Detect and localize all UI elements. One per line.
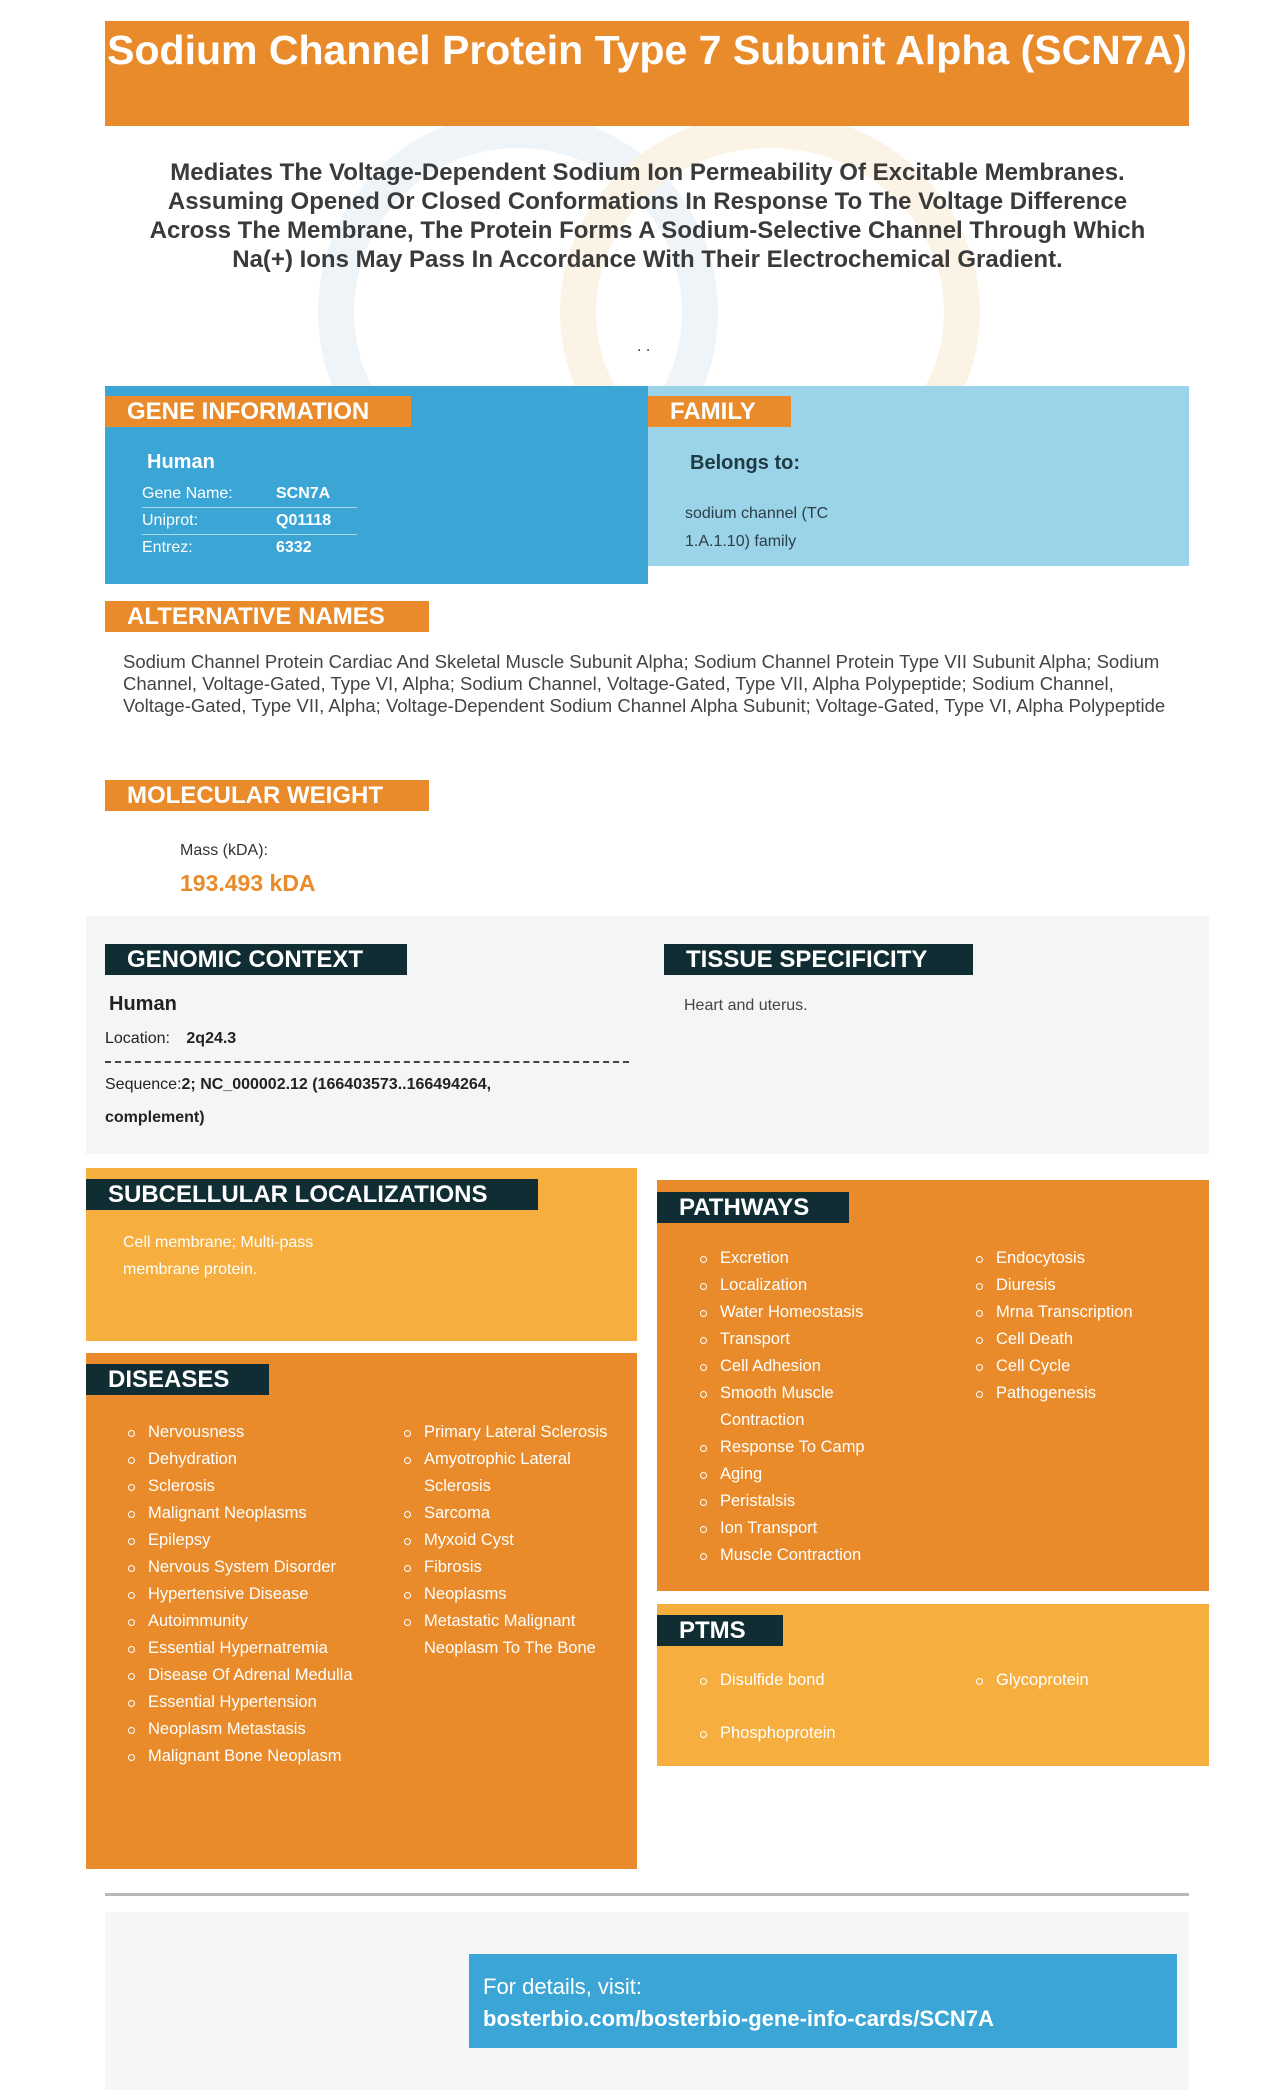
ptms-list-col2 xyxy=(976,1667,1176,1720)
mass-value: 193.493 kDA xyxy=(180,870,316,896)
ptms-heading: PTMS xyxy=(657,1615,783,1646)
details-url[interactable]: bosterbio.com/bosterbio-gene-info-cards/SCN7A xyxy=(483,2006,994,2031)
genomic-species: Human xyxy=(109,993,177,1015)
entrez-row xyxy=(142,535,357,562)
disease-item: Metastatic Malignant Neoplasm To The Bone xyxy=(404,1608,629,1662)
pathway-item: Ion Transport xyxy=(700,1515,900,1542)
molecular-weight-heading: MOLECULAR WEIGHT xyxy=(105,780,429,811)
disease-item: Neoplasms xyxy=(404,1581,629,1608)
disease-item: Dehydration xyxy=(128,1446,358,1473)
disease-item: Nervous System Disorder xyxy=(128,1554,358,1581)
disease-item: Sclerosis xyxy=(128,1473,358,1500)
belongs-to-label: Belongs to: xyxy=(690,452,800,474)
family-text: sodium channel (TC 1.A.1.10) family xyxy=(685,505,829,550)
disease-item: Essential Hypertension xyxy=(128,1689,358,1716)
disease-item: Nervousness xyxy=(128,1419,358,1446)
mass-label: Mass (kDA): xyxy=(180,842,268,859)
pathways-list-col1 xyxy=(700,1245,900,1569)
sequence-value: 2; NC_000002.12 (166403573..166494264, complement) xyxy=(105,1076,492,1126)
disease-item: Essential Hypernatremia xyxy=(128,1635,358,1662)
sequence-row xyxy=(105,1068,535,1134)
tissue-specificity-text: Heart and uterus. xyxy=(684,997,808,1014)
gene-name-row xyxy=(142,481,357,508)
sequence-label: Sequence: xyxy=(105,1076,182,1093)
pathway-item: Cell Cycle xyxy=(976,1353,1176,1380)
pathway-item: Excretion xyxy=(700,1245,900,1272)
disease-item: Neoplasm Metastasis xyxy=(128,1716,358,1743)
pathway-item: Pathogenesis xyxy=(976,1380,1176,1407)
alternative-names-text: Sodium Channel Protein Cardiac And Skeletal Muscle Subunit Alpha; Sodium Channel Protein Type VII Subunit Alpha; Sodium Channel, Voltage-Gated, Type VI, Alpha; Sodium Channel, Voltage-Gated, Type VII, Alpha Polypeptide; Sodium Channel, Voltage-Gated, Type VII, Alpha; Voltage-Dependent Sodium Channel Alpha Subunit; Voltage-Gated, Type VI, Alpha Polypeptide xyxy=(123,651,1166,716)
entrez-label: Entrez: xyxy=(142,539,193,556)
gene-name-label: Gene Name: xyxy=(142,485,233,502)
disease-item: Sarcoma xyxy=(404,1500,629,1527)
gene-species: Human xyxy=(147,451,215,473)
diseases-list-col2 xyxy=(404,1419,629,1662)
disease-item: Epilepsy xyxy=(128,1527,358,1554)
disease-item: Disease Of Adrenal Medulla xyxy=(128,1662,358,1689)
pathway-item: Diuresis xyxy=(976,1272,1176,1299)
pathway-item: Cell Death xyxy=(976,1326,1176,1353)
disease-item: Malignant Bone Neoplasm xyxy=(128,1743,358,1770)
details-prompt: For details, visit: xyxy=(483,1974,642,1999)
pathway-item: Response To Camp xyxy=(700,1434,900,1461)
uniprot-row xyxy=(142,508,357,535)
ptms-list-col1 xyxy=(700,1667,900,1773)
alternative-names-heading: ALTERNATIVE NAMES xyxy=(105,601,429,632)
disease-item: Amyotrophic Lateral Sclerosis xyxy=(404,1446,629,1500)
pathway-item: Aging xyxy=(700,1461,900,1488)
pathway-item: Peristalsis xyxy=(700,1488,900,1515)
subcellular-text: Cell membrane; Multi-pass membrane protein. xyxy=(123,1234,314,1278)
diseases-list-col1 xyxy=(128,1419,358,1770)
pathway-item: Water Homeostasis xyxy=(700,1299,900,1326)
footer-divider xyxy=(105,1893,1189,1896)
disease-item: Hypertensive Disease xyxy=(128,1581,358,1608)
disease-item: Autoimmunity xyxy=(128,1608,358,1635)
pathway-item: Localization xyxy=(700,1272,900,1299)
subcellular-heading: SUBCELLULAR LOCALIZATIONS xyxy=(86,1179,538,1210)
pathway-item: Cell Adhesion xyxy=(700,1353,900,1380)
details-link-box[interactable] xyxy=(469,1954,1177,2048)
tissue-specificity-heading: TISSUE SPECIFICITY xyxy=(664,944,973,975)
pathway-item: Muscle Contraction xyxy=(700,1542,900,1569)
family-heading: FAMILY xyxy=(648,396,791,427)
gene-information-heading: GENE INFORMATION xyxy=(105,396,411,427)
gene-name-value: SCN7A xyxy=(276,485,331,502)
ptm-item: Glycoprotein xyxy=(976,1667,1176,1694)
pathway-item: Transport xyxy=(700,1326,900,1353)
disease-item: Myxoid Cyst xyxy=(404,1527,629,1554)
diseases-heading: DISEASES xyxy=(86,1364,269,1395)
genomic-divider xyxy=(105,1061,629,1063)
ptm-item: Phosphoprotein xyxy=(700,1720,900,1747)
page-title: Sodium Channel Protein Type 7 Subunit Alpha (SCN7A) xyxy=(105,21,1189,126)
disease-item: Primary Lateral Sclerosis xyxy=(404,1419,629,1446)
pathway-item: Smooth Muscle Contraction xyxy=(700,1380,900,1434)
separator-dots: . . xyxy=(637,338,651,355)
entrez-value: 6332 xyxy=(276,539,312,556)
genomic-context-heading: GENOMIC CONTEXT xyxy=(105,944,407,975)
location-label: Location: xyxy=(105,1030,170,1047)
uniprot-value: Q01118 xyxy=(276,512,332,529)
pathway-item: Endocytosis xyxy=(976,1245,1176,1272)
location-value: 2q24.3 xyxy=(186,1030,237,1047)
uniprot-label: Uniprot: xyxy=(142,512,199,529)
pathways-heading: PATHWAYS xyxy=(657,1192,849,1223)
ptm-item: Disulfide bond xyxy=(700,1667,900,1694)
protein-summary: Mediates The Voltage-Dependent Sodium Ion Permeability Of Excitable Membranes. Assuming Opened Or Closed Conformations In Response To The Voltage Difference Across The Membrane, The Protein Forms A Sodium-Selective Channel Through Which Na(+) Ions May Pass In Accordance With Their Electrochemical Gradient. xyxy=(149,159,1146,273)
location-row xyxy=(105,1030,236,1048)
disease-item: Fibrosis xyxy=(404,1554,629,1581)
pathways-list-col2 xyxy=(976,1245,1176,1407)
disease-item: Malignant Neoplasms xyxy=(128,1500,358,1527)
pathway-item: Mrna Transcription xyxy=(976,1299,1176,1326)
